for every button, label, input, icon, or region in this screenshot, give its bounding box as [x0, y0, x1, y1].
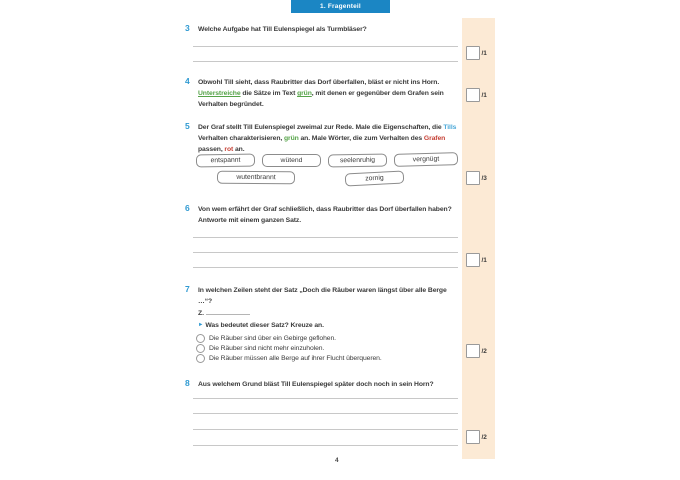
question-text-segment: Verhalten charakterisieren, — [198, 135, 284, 142]
score-input-box[interactable] — [466, 344, 480, 358]
word-box-wuetend[interactable]: wütend — [262, 154, 321, 167]
question-text: Welche Aufgabe hat Till Eulenspiegel als Turmbläser? — [198, 26, 367, 33]
question-6 — [185, 204, 459, 226]
word-box-seelenruhig[interactable]: seelenruhig — [328, 153, 387, 167]
score-max-label: /1 — [481, 49, 487, 57]
question-5 — [185, 122, 459, 155]
score-sidebar — [462, 18, 495, 459]
question-8 — [185, 379, 459, 390]
answer-option[interactable] — [196, 354, 382, 363]
answer-option[interactable] — [196, 334, 336, 343]
radio-circle-icon[interactable] — [196, 354, 205, 363]
option-label: Die Räuber sind nicht mehr einzuholen. — [209, 345, 325, 352]
score-input-box[interactable] — [466, 253, 480, 267]
question-text-segment-blue: Tills — [443, 124, 457, 131]
question-text-segment: an. — [233, 146, 245, 153]
word-box-vergnuegt[interactable]: vergnügt — [394, 152, 458, 167]
answer-line[interactable] — [193, 61, 458, 62]
answer-option[interactable] — [196, 344, 324, 353]
question-text-segment-red: rot — [224, 146, 234, 153]
question-text-segment: , mit denen er gegenüber dem Grafen sein Verhalten begründet. — [198, 90, 444, 108]
question-number: 4 — [185, 76, 190, 86]
question-text-segment-red: Grafen — [423, 135, 446, 142]
z-label: Z. — [198, 310, 205, 317]
question-text-segment: passen, — [198, 146, 225, 153]
answer-line[interactable] — [193, 445, 458, 446]
question-7 — [185, 285, 459, 307]
score-input-box[interactable] — [466, 171, 480, 185]
word-box-wutentbrannt[interactable]: wutentbrannt — [217, 171, 295, 185]
question-text-segment: an. Male Wörter, die zum Verhalten des — [298, 135, 424, 142]
question-4 — [185, 77, 459, 110]
score-field-q6 — [466, 253, 487, 267]
score-field-q3 — [466, 46, 487, 60]
sub-question-text: Was bedeutet dieser Satz? Kreuze an. — [205, 322, 324, 329]
answer-line[interactable] — [193, 237, 458, 238]
score-field-q4 — [466, 88, 487, 102]
section-tab: 1. Fragenteil — [291, 0, 390, 13]
question-text-segment-green: grün — [297, 90, 312, 97]
question-text-segment-green: Unterstreiche — [198, 90, 241, 97]
score-max-label: /1 — [481, 91, 487, 99]
arrow-right-icon: ► — [198, 321, 204, 328]
question-number: 6 — [185, 203, 190, 213]
score-field-q5 — [466, 171, 487, 185]
question-text-segment: Obwohl Till sieht, dass Raubritter das Dorf überfallen, bläst er nicht ins Horn. — [198, 79, 440, 86]
question-number: 5 — [185, 121, 190, 131]
option-label: Die Räuber müssen alle Berge auf ihrer Flucht überqueren. — [209, 355, 382, 362]
question-text: Von wem erfährt der Graf schließlich, dass Raubritter das Dorf überfallen haben? Antworte mit einem ganzen Satz. — [198, 206, 452, 224]
word-box-entspannt[interactable]: entspannt — [196, 153, 255, 167]
answer-line[interactable] — [193, 46, 458, 47]
line-reference-field — [198, 307, 250, 317]
question-number: 8 — [185, 378, 190, 388]
question-3 — [185, 24, 459, 35]
word-box-zornig[interactable]: zornig — [345, 170, 405, 186]
radio-circle-icon[interactable] — [196, 344, 205, 353]
score-input-box[interactable] — [466, 46, 480, 60]
score-max-label: /2 — [481, 347, 487, 355]
score-input-box[interactable] — [466, 88, 480, 102]
question-number: 3 — [185, 23, 190, 33]
question-text-segment-green: grün — [284, 135, 299, 142]
question-text: Aus welchem Grund bläst Till Eulenspiegel später doch noch in sein Horn? — [198, 381, 434, 388]
score-max-label: /2 — [481, 433, 487, 441]
page-number: 4 — [335, 457, 339, 464]
radio-circle-icon[interactable] — [196, 334, 205, 343]
question-text: In welchen Zeilen steht der Satz „Doch die Räuber waren längst über alle Berge …“? — [198, 287, 447, 305]
question-text-segment: die Sätze im Text — [240, 90, 298, 97]
question-text — [198, 122, 459, 155]
score-field-q8 — [466, 430, 487, 444]
score-max-label: /1 — [481, 256, 487, 264]
answer-line[interactable] — [193, 413, 458, 414]
z-answer-line[interactable] — [206, 307, 250, 315]
answer-line[interactable] — [193, 267, 458, 268]
answer-line[interactable] — [193, 398, 458, 399]
score-max-label: /3 — [481, 174, 487, 182]
question-text — [198, 77, 459, 110]
option-label: Die Räuber sind über ein Gebirge geflohen. — [209, 335, 336, 342]
score-field-q7 — [466, 344, 487, 358]
question-text-segment: Der Graf stellt Till Eulenspiegel zweimal zur Rede. Male die Eigenschaften, die — [198, 124, 444, 131]
sub-question — [198, 322, 324, 329]
answer-line[interactable] — [193, 252, 458, 253]
score-input-box[interactable] — [466, 430, 480, 444]
answer-line[interactable] — [193, 429, 458, 430]
question-number: 7 — [185, 284, 190, 294]
